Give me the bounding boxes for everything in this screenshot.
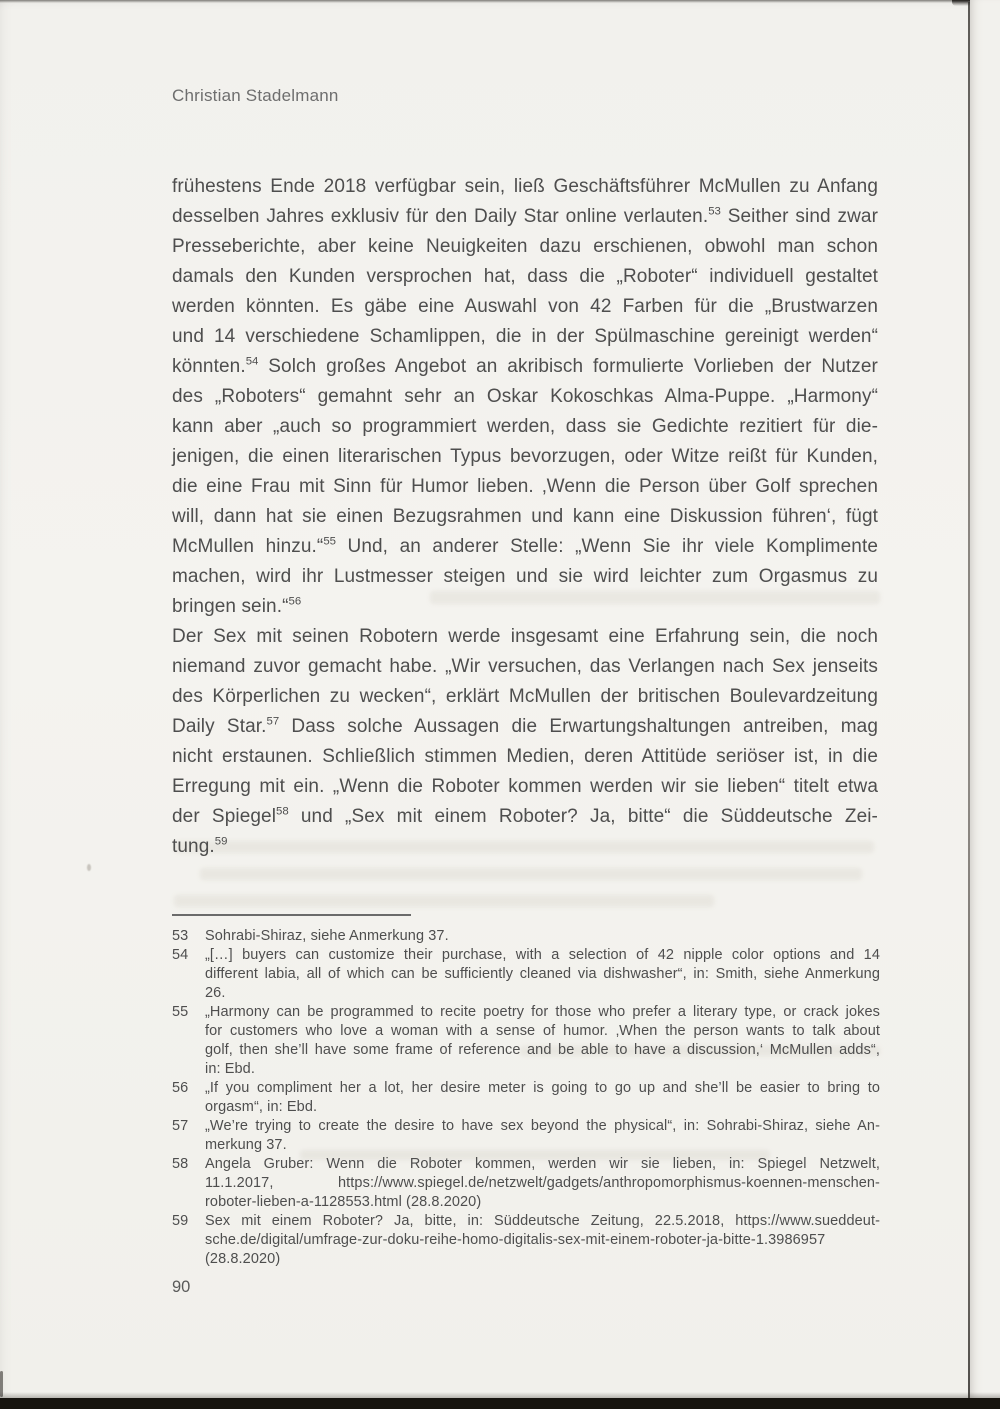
footnote bbox=[172, 1003, 880, 1079]
body-line: niemand zuvor gemacht habe. „Wir versuchen, das Verlangen nach Sex jenseits bbox=[172, 656, 878, 677]
body-line: werden könnten. Es gäbe eine Auswahl von 42 Farben für die „Brustwarzen bbox=[172, 296, 878, 317]
footnote-text bbox=[205, 1212, 880, 1269]
page-gap-line bbox=[968, 2, 970, 1399]
footnote-text bbox=[205, 1155, 880, 1212]
body-line: desselben Jahres exklusiv für den Daily Star online verlauten.$^{53}$ Seither sind zwar bbox=[172, 205, 878, 227]
scan-bottom-edge bbox=[0, 1398, 1000, 1409]
footnote-separator bbox=[172, 914, 411, 916]
footnote-line: (28.8.2020) bbox=[205, 1251, 281, 1267]
page-number: 90 bbox=[172, 1278, 191, 1296]
header-author: Christian Stadelmann bbox=[172, 86, 339, 105]
body-line: McMullen hinzu.“$^{55}$ Und, an anderer Stelle: „Wenn Sie ihr viele Komplimente bbox=[172, 535, 878, 557]
body-line: nicht erstaunen. Schließlich stimmen Medien, deren Attitüde seriöser ist, in die bbox=[172, 746, 878, 767]
scan-speck bbox=[87, 864, 91, 871]
body-line: Erregung mit ein. „Wenn die Roboter kommen werden wir sie lieben“ titelt etwa bbox=[172, 776, 878, 797]
scan-top-edge bbox=[0, 0, 1000, 3]
footnote-text bbox=[205, 1003, 880, 1079]
body-line: Der Sex mit seinen Robotern werde insgesamt eine Erfahrung sein, die noch bbox=[172, 626, 878, 647]
footnote-line: „[…] buyers can customize their purchase, with a selection of 42 nipple color options and 14 bbox=[205, 947, 880, 963]
bleed-through-artifact bbox=[174, 895, 714, 907]
body-line: damals den Kunden versprochen hat, dass die „Roboter“ individuell gestaltet bbox=[172, 266, 878, 287]
body-line: jenigen, die einen literarischen Typus bevorzugen, oder Witze reißt für Kunden, bbox=[172, 446, 878, 467]
footnote-line: „Harmony can be programmed to recite poetry for those who prefer a literary type, or crack jokes bbox=[205, 1004, 880, 1020]
body-line: die eine Frau mit Sinn für Humor lieben. ‚Wenn die Person über Golf sprechen bbox=[172, 476, 878, 497]
body-line: und 14 verschiedene Schamlippen, die in der Spülmaschine gereinigt werden“ bbox=[172, 326, 878, 347]
footnote-number: 53 bbox=[172, 928, 189, 944]
body-line: könnten.$^{54}$ Solch großes Angebot an akribisch formulierte Vorlieben der Nutzer bbox=[172, 355, 878, 377]
body-line: der Spiegel$^{58}$ und „Sex mit einem Roboter? Ja, bitte“ die Süddeutsche Zei- bbox=[172, 805, 878, 827]
footnote bbox=[172, 927, 880, 946]
body-line: kann aber „auch so programmiert werden, dass sie Gedichte rezitiert für die- bbox=[172, 416, 878, 437]
footnote-line: in: Ebd. bbox=[205, 1061, 255, 1077]
footnote-line: for customers who love a woman with a sense of humor. ‚When the person wants to talk about bbox=[205, 1023, 880, 1039]
footnote-line: different labia, all of which can be sufficiently cleaned via dishwasher“, in: Smith, siehe Anmerkung bbox=[205, 966, 880, 982]
next-page-edge-strip bbox=[970, 0, 1000, 1398]
body-line: machen, wird ihr Lustmesser steigen und sie wird leichter zum Orgasmus zu bbox=[172, 566, 878, 587]
footnote-line: Angela Gruber: Wenn die Roboter kommen, werden wir sie lieben, in: Spiegel Netzwelt, bbox=[205, 1156, 880, 1172]
footnotes bbox=[172, 927, 880, 1269]
footnote-line: golf, then she’ll have some frame of reference and be able to have a discussion,‘ McMullen adds“, bbox=[205, 1042, 880, 1058]
footnote-line: roboter-lieben-a-1128553.html (28.8.2020) bbox=[205, 1194, 482, 1210]
body-line: Presseberichte, aber keine Neuigkeiten dazu erschienen, obwohl man schon bbox=[172, 236, 878, 257]
footnote-text bbox=[205, 1079, 880, 1117]
body-line: frühestens Ende 2018 verfügbar sein, ließ Geschäftsführer McMullen zu Anfang bbox=[172, 176, 878, 197]
footnote-text bbox=[205, 946, 880, 1003]
footnote-text bbox=[205, 1117, 880, 1155]
body-text bbox=[172, 172, 878, 862]
footnote-number: 57 bbox=[172, 1118, 189, 1134]
footnote-line: Sex mit einem Roboter? Ja, bitte, in: Süddeutsche Zeitung, 22.5.2018, https://www.sueddeut- bbox=[205, 1213, 880, 1229]
footnote-text bbox=[205, 927, 880, 946]
footnote-line: merkung 37. bbox=[205, 1137, 287, 1153]
body-line: Daily Star.$^{57}$ Dass solche Aussagen die Erwartungshaltungen antreiben, mag bbox=[172, 715, 878, 737]
footnote-line: 11.1.2017, https://www.spiegel.de/netzwelt/gadgets/anthropomorphismus-koennen-menschen- bbox=[205, 1175, 880, 1191]
body-line: bringen sein.“$^{56}$ bbox=[172, 595, 302, 617]
footnote-line: „We’re trying to create the desire to have sex beyond the physical“, in: Sohrabi-Shiraz, siehe An- bbox=[205, 1118, 880, 1134]
scan-left-edge-mark bbox=[0, 1371, 3, 1397]
footnote bbox=[172, 1155, 880, 1212]
body-line: will, dann hat sie einen Bezugsrahmen und kann eine Diskussion führen‘, fügt bbox=[172, 506, 878, 527]
footnote bbox=[172, 1079, 880, 1117]
footnote-line: sche.de/digital/umfrage-zur-doku-reihe-homo-digitalis-sex-mit-einem-roboter-ja-bitte-1.3986957 bbox=[205, 1232, 826, 1248]
footnote-line: 26. bbox=[205, 985, 226, 1001]
bleed-through-artifact bbox=[200, 868, 862, 880]
footnote bbox=[172, 1117, 880, 1155]
body-line: des Körperlichen zu wecken“, erklärt McMullen der britischen Boulevardzeitung bbox=[172, 686, 878, 707]
footnote-number: 59 bbox=[172, 1213, 189, 1229]
footnote-number: 55 bbox=[172, 1004, 189, 1020]
footnote-number: 54 bbox=[172, 947, 189, 963]
body-line: des „Roboters“ gemahnt sehr an Oskar Kokoschkas Alma-Puppe. „Harmony“ bbox=[172, 386, 878, 407]
footnote-line: orgasm“, in: Ebd. bbox=[205, 1099, 318, 1115]
footnote-line: „If you compliment her a lot, her desire meter is going to go up and she’ll be easier to bring to bbox=[205, 1080, 880, 1096]
footnote bbox=[172, 946, 880, 1003]
body-line: tung.$^{59}$ bbox=[172, 835, 228, 857]
footnote-number: 58 bbox=[172, 1156, 189, 1172]
footnote bbox=[172, 1212, 880, 1269]
footnote-line: Sohrabi-Shiraz, siehe Anmerkung 37. bbox=[205, 928, 449, 944]
footnote-number: 56 bbox=[172, 1080, 189, 1096]
